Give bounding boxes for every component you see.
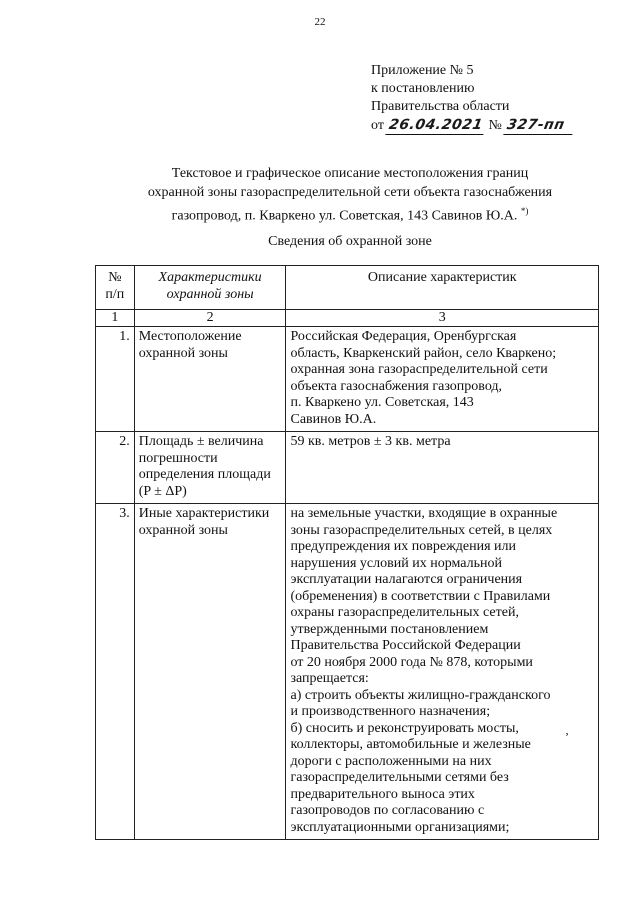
description-line: запрещается: bbox=[290, 671, 369, 686]
description-line: (обременения) в соответствии с Правилами bbox=[290, 588, 551, 604]
description-line: на земельные участки, входящие в охранные bbox=[290, 506, 558, 521]
description-line: Савинов Ю.А. bbox=[290, 411, 377, 427]
characteristic-line: Иные характеристики bbox=[138, 506, 270, 521]
row-description bbox=[286, 432, 599, 504]
appendix-line-1: Приложение № 5 bbox=[371, 63, 474, 78]
header-number-line-2: п/п bbox=[105, 286, 125, 302]
description-line: предупреждения их повреждения или bbox=[290, 539, 516, 554]
stray-mark: ʼ bbox=[565, 730, 569, 744]
description-line: п. Кваркено ул. Советская, 143 bbox=[290, 395, 474, 410]
appendix-header bbox=[371, 62, 575, 135]
description-line: объекта газоснабжения газопровод, bbox=[290, 378, 503, 394]
description-line: 59 кв. метров ± 3 кв. метра bbox=[290, 434, 451, 449]
row-characteristic bbox=[134, 504, 286, 840]
column-numbers-row bbox=[96, 310, 599, 327]
row-number: 2. bbox=[96, 432, 135, 504]
description-line: охраны газораспределительных сетей, bbox=[290, 605, 519, 620]
row-number: 3. bbox=[96, 504, 135, 840]
table-header-row bbox=[96, 266, 599, 310]
characteristic-line: Площадь ± величина bbox=[138, 434, 264, 449]
description-line: коллекторы, автомобильные и железные bbox=[290, 737, 531, 752]
title-line-3 bbox=[60, 202, 640, 226]
characteristic-line: определения площади bbox=[138, 467, 271, 482]
handwritten-date: 26.04.2021 bbox=[386, 116, 487, 135]
description-line: эксплуатационными организациями; bbox=[290, 819, 510, 835]
table-row bbox=[96, 432, 599, 504]
column-number-2: 2 bbox=[134, 310, 286, 327]
header-number bbox=[96, 266, 135, 310]
row-description bbox=[286, 504, 599, 840]
description-line: зоны газораспределительных сетей, в целях bbox=[290, 522, 553, 538]
footnote-mark: *) bbox=[520, 206, 529, 216]
column-number-1: 1 bbox=[96, 310, 135, 327]
description-line: предварительного выноса этих bbox=[290, 786, 475, 802]
page-number: 22 bbox=[314, 16, 326, 28]
description-line: от 20 ноября 2000 года № 878, которыми bbox=[290, 654, 533, 670]
characteristic-line: охранной зоны bbox=[138, 345, 228, 361]
header-characteristics-line-1: Характеристики bbox=[158, 270, 262, 285]
header-characteristics-line-2: охранной зоны bbox=[166, 286, 254, 302]
row-characteristic bbox=[134, 327, 286, 432]
characteristic-line: погрешности bbox=[138, 450, 218, 466]
row-characteristic bbox=[134, 432, 286, 504]
appendix-line-2: к постановлению bbox=[371, 81, 475, 96]
appendix-line-4 bbox=[371, 116, 575, 135]
section-subtitle: Сведения об охранной зоне bbox=[268, 234, 432, 249]
characteristic-line: охранной зоны bbox=[138, 522, 228, 538]
description-line: дороги с расположенными на них bbox=[290, 753, 492, 769]
description-line: область, Кваркенский район, село Кваркено; bbox=[290, 345, 557, 361]
header-characteristics bbox=[134, 266, 286, 310]
row-number: 1. bbox=[96, 327, 135, 432]
description-line: эксплуатации налагаются ограничения bbox=[290, 572, 523, 587]
document-title bbox=[60, 164, 640, 226]
characteristic-line: (P ± ΔP) bbox=[138, 483, 187, 499]
description-line: Правительства Российской Федерации bbox=[290, 638, 521, 653]
header-number-line-1: № bbox=[108, 270, 122, 285]
description-line: а) строить объекты жилищно-гражданского bbox=[290, 687, 551, 703]
zone-info-table bbox=[95, 265, 599, 840]
table-row bbox=[96, 504, 599, 840]
description-line: и производственного назначения; bbox=[290, 704, 491, 719]
table-row bbox=[96, 327, 599, 432]
description-line: б) сносить и реконструировать мосты, bbox=[290, 720, 519, 736]
description-line: Российская Федерация, Оренбургская bbox=[290, 329, 517, 344]
title-line-3-text: газопровод, п. Кваркено ул. Советская, 143 Савинов Ю.А. bbox=[171, 208, 518, 224]
title-line-1: Текстовое и графическое описание местоположения границ bbox=[171, 166, 529, 181]
description-line: утвержденными постановлением bbox=[290, 621, 489, 637]
handwritten-number: 327-пп bbox=[504, 116, 577, 135]
row-description bbox=[286, 327, 599, 432]
from-label: от bbox=[371, 118, 384, 133]
number-label: № bbox=[488, 118, 502, 133]
description-line: нарушения условий их нормальной bbox=[290, 555, 502, 571]
column-number-3: 3 bbox=[286, 310, 599, 327]
characteristic-line: Местоположение bbox=[138, 329, 242, 344]
description-line: газопроводов по согласованию с bbox=[290, 803, 485, 818]
title-line-2: охранной зоны газораспределительной сети объекта газоснабжения bbox=[147, 185, 553, 200]
description-line: газораспределительными сетями без bbox=[290, 770, 509, 785]
description-line: охранная зона газораспределительной сети bbox=[290, 362, 548, 377]
header-description: Описание характеристик bbox=[286, 266, 599, 310]
appendix-line-3: Правительства области bbox=[371, 99, 510, 114]
